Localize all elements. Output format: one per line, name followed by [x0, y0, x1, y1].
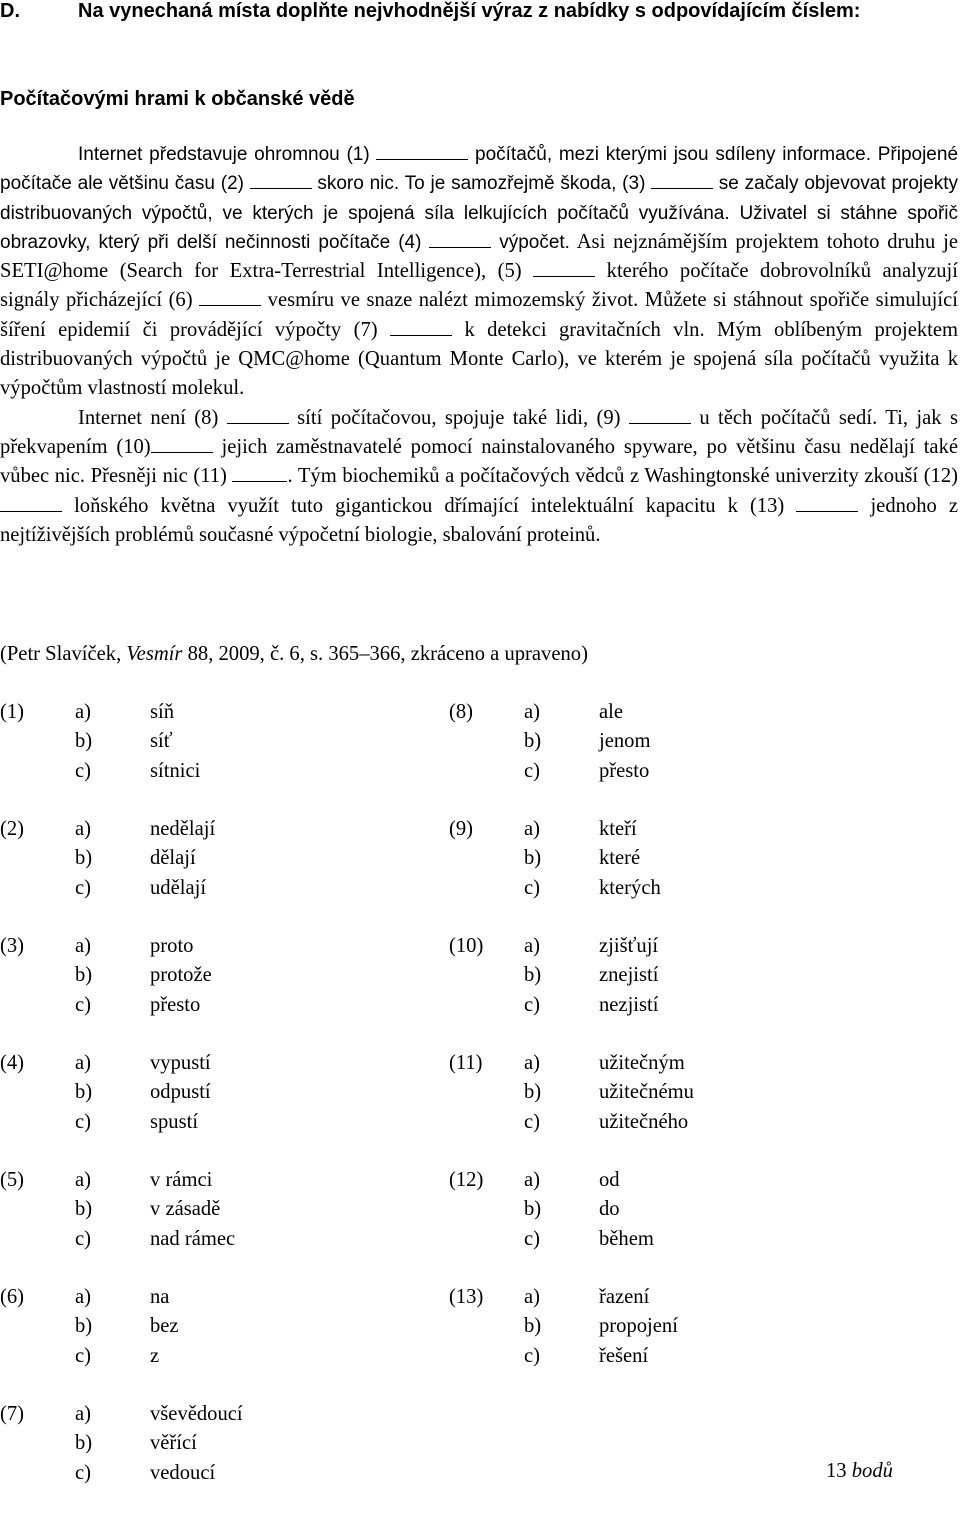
text-title: Počítačovými hrami k občanské vědě — [0, 88, 355, 110]
article-segment: se začaly objevovat projekty distribuovaných výpočtů, ve kterých je spojená síla lelkujících počítačů využívána. Uživatel si stáhne spořič obrazovky, který při delší nečinnosti počítače (4) — [0, 173, 958, 253]
choice-letter: a) — [75, 1286, 91, 1308]
choice-word: užitečného — [599, 1110, 689, 1133]
question-number: (2) — [0, 818, 25, 840]
article-segment: kterého počítače dobrovolníků analyzují signály přicházející (6) — [0, 260, 958, 312]
choice-word: síť — [150, 730, 173, 753]
choice-letter: b) — [524, 1315, 542, 1338]
question-number: (1) — [0, 701, 25, 723]
blank-13[interactable] — [796, 510, 858, 512]
article-segment: výpočet. — [499, 231, 570, 253]
choice-word: řešení — [599, 1344, 649, 1367]
blank-7[interactable] — [390, 334, 452, 336]
article-segment: . Tým biochemiků a počítačových vědců z Washingtonské univerzity zkouší (12) — [287, 465, 959, 488]
choice-letter: b) — [75, 1198, 93, 1221]
article-paragraph-2 — [0, 404, 958, 550]
question-number: (11) — [449, 1052, 483, 1074]
task-instruction — [0, 0, 950, 24]
choice-word: řazení — [599, 1286, 650, 1308]
choice-word: síň — [150, 701, 175, 723]
choice-word: do — [599, 1198, 620, 1221]
choice-letter: b) — [75, 964, 93, 987]
choice-word: vedoucí — [150, 1461, 216, 1484]
question-number: (8) — [449, 701, 474, 723]
choice-letter: b) — [75, 1315, 93, 1338]
choice-word: zjišťují — [599, 935, 659, 957]
blank-10[interactable] — [151, 451, 213, 453]
choice-letter: c) — [75, 1344, 91, 1367]
choice-letter: a) — [75, 818, 91, 840]
choice-word: sítnici — [150, 759, 201, 782]
choice-word: užitečným — [599, 1052, 685, 1074]
article-segment: Asi nejznámějším projektem tohoto druhu je SETI@home (Search for Extra-Terrestrial Intelligence), (5) — [0, 230, 958, 283]
score-unit: bodů — [851, 1460, 893, 1482]
choice-letter: c) — [524, 1344, 540, 1367]
question-number: (6) — [0, 1286, 25, 1308]
task-instruction-text: Na vynechaná místa doplňte nejvhodnější výraz z nabídky s odpovídajícím číslem: — [78, 0, 861, 22]
choice-letter: b) — [75, 847, 93, 870]
citation-author: (Petr Slavíček, — [0, 643, 127, 665]
choice-letter: a) — [75, 935, 91, 957]
choice-letter: b) — [524, 1198, 542, 1221]
choice-word: přesto — [150, 993, 201, 1016]
choice-letter: a) — [524, 1169, 540, 1191]
choice-letter: a) — [75, 1052, 91, 1074]
choice-word: vypustí — [150, 1052, 211, 1074]
choice-letter: a) — [524, 935, 540, 957]
blank-8[interactable] — [227, 422, 289, 424]
citation-journal: Vesmír — [126, 643, 183, 665]
article-segment: sítí počítačovou, spojuje také lidi, (9) — [297, 406, 621, 429]
choice-letter: c) — [524, 759, 540, 782]
article-paragraph-1 — [0, 140, 958, 404]
choice-letter: b) — [524, 847, 542, 870]
choice-word: nad rámec — [150, 1227, 236, 1250]
choice-letter: a) — [524, 818, 540, 840]
blank-12[interactable] — [0, 510, 62, 512]
choice-letter: b) — [524, 964, 542, 987]
choice-word: během — [599, 1227, 654, 1250]
choice-word: ale — [599, 701, 624, 723]
task-letter: D. — [0, 0, 20, 22]
question-number: (5) — [0, 1169, 25, 1191]
choice-letter: b) — [75, 730, 93, 753]
blank-11[interactable] — [232, 480, 287, 482]
choice-word: v rámci — [150, 1169, 213, 1191]
choice-word: dělají — [150, 847, 196, 870]
choice-word: nedělají — [150, 818, 216, 840]
question-number: (9) — [449, 818, 474, 840]
blank-6[interactable] — [199, 304, 261, 306]
choice-letter: c) — [524, 1227, 540, 1250]
choice-word: udělají — [150, 876, 207, 899]
choice-word: vševědoucí — [150, 1403, 243, 1425]
question-number: (7) — [0, 1403, 25, 1425]
choice-letter: c) — [524, 993, 540, 1016]
choice-letter: b) — [75, 1432, 93, 1455]
choice-word: znejistí — [599, 964, 659, 987]
blank-5[interactable] — [533, 275, 595, 277]
choice-letter: a) — [75, 1169, 91, 1191]
choice-letter: a) — [524, 1286, 540, 1308]
choice-word: propojení — [599, 1315, 678, 1338]
choice-letter: c) — [75, 876, 91, 899]
article-segment: u těch počítačů sedí. Ti, jak s překvapením (10) — [0, 406, 958, 458]
question-number: (3) — [0, 935, 25, 957]
choice-letter: c) — [75, 1461, 91, 1484]
choice-letter: b) — [524, 730, 542, 753]
blank-3[interactable] — [651, 187, 713, 189]
choice-letter: b) — [75, 1081, 93, 1104]
article-segment: Internet představuje ohromnou (1) — [78, 144, 370, 165]
article-text — [0, 140, 958, 550]
question-number: (13) — [449, 1286, 484, 1308]
choice-word: na — [150, 1286, 170, 1308]
choice-word: proto — [150, 935, 194, 957]
choice-word: nezjistí — [599, 993, 659, 1016]
choice-word: bez — [150, 1315, 179, 1338]
choice-word: v zásadě — [150, 1198, 221, 1221]
choice-letter: a) — [524, 1052, 540, 1074]
choice-word: protože — [150, 964, 212, 987]
score-label — [826, 1457, 893, 1486]
article-segment: loňského května využít tuto gigantickou dřímající intelektuální kapacitu k (13) — [74, 494, 785, 517]
choice-letter: c) — [75, 1110, 91, 1133]
choice-letter: b) — [524, 1081, 542, 1104]
source-citation — [0, 640, 588, 669]
blank-1[interactable] — [376, 158, 468, 160]
question-number: (4) — [0, 1052, 25, 1074]
choice-word: věřící — [150, 1432, 197, 1455]
choice-letter: c) — [75, 993, 91, 1016]
choice-word: kterých — [599, 876, 661, 899]
article-segment: k detekci gravitačních vln. Mým oblíbeným projektem distribuovaných výpočtů je QMC@home (Quantum Monte Carlo), ve kterém je spojená síla počítačů využita k výpočtům vlastností molekul. — [0, 318, 959, 400]
choice-letter: c) — [524, 1110, 540, 1133]
article-segment: Internet není (8) — [78, 406, 219, 429]
choice-letter: c) — [75, 759, 91, 782]
question-number: (10) — [449, 935, 484, 957]
choice-word: z — [150, 1344, 160, 1367]
article-segment: vesmíru ve snaze nalézt mimozemský život. Můžete si stáhnout spořiče simulující šíření epidemií či provádějící výpočty (7) — [0, 289, 958, 341]
blank-4[interactable] — [429, 246, 491, 248]
choice-word: jenom — [599, 730, 651, 753]
choice-word: od — [599, 1169, 620, 1191]
article-segment: jednoho z nejtíživějších problémů současné výpočetní biologie, sbalování proteinů. — [0, 494, 959, 546]
choice-letter: a) — [75, 701, 91, 723]
choice-word: užitečnému — [599, 1081, 694, 1104]
choice-word: spustí — [150, 1110, 199, 1133]
citation-details: 88, 2009, č. 6, s. 365–366, zkráceno a upraveno) — [182, 643, 588, 665]
choice-letter: a) — [75, 1403, 91, 1425]
choice-letter: c) — [524, 876, 540, 899]
choice-word: které — [599, 847, 641, 870]
question-number: (12) — [449, 1169, 484, 1191]
choice-word: kteří — [599, 818, 637, 840]
article-segment: jejich zaměstnavatelé pomocí nainstalovaného spyware, po většinu času nedělají také vůbec nic. Přesněji nic (11) — [0, 435, 959, 488]
article-segment: skoro nic. To je samozřejmě škoda, (3) — [317, 173, 646, 195]
article-segment: počítačů, mezi kterými jsou sdíleny informace. Připojené počítače ale většinu času (2) — [0, 144, 959, 195]
blank-9[interactable] — [629, 422, 691, 424]
choice-letter: c) — [75, 1227, 91, 1250]
answer-options — [0, 698, 960, 1484]
choice-word: odpustí — [150, 1081, 211, 1104]
score-points: 13 — [826, 1460, 847, 1482]
choice-letter: a) — [524, 701, 540, 723]
blank-2[interactable] — [250, 187, 312, 189]
choice-word: přesto — [599, 759, 650, 782]
